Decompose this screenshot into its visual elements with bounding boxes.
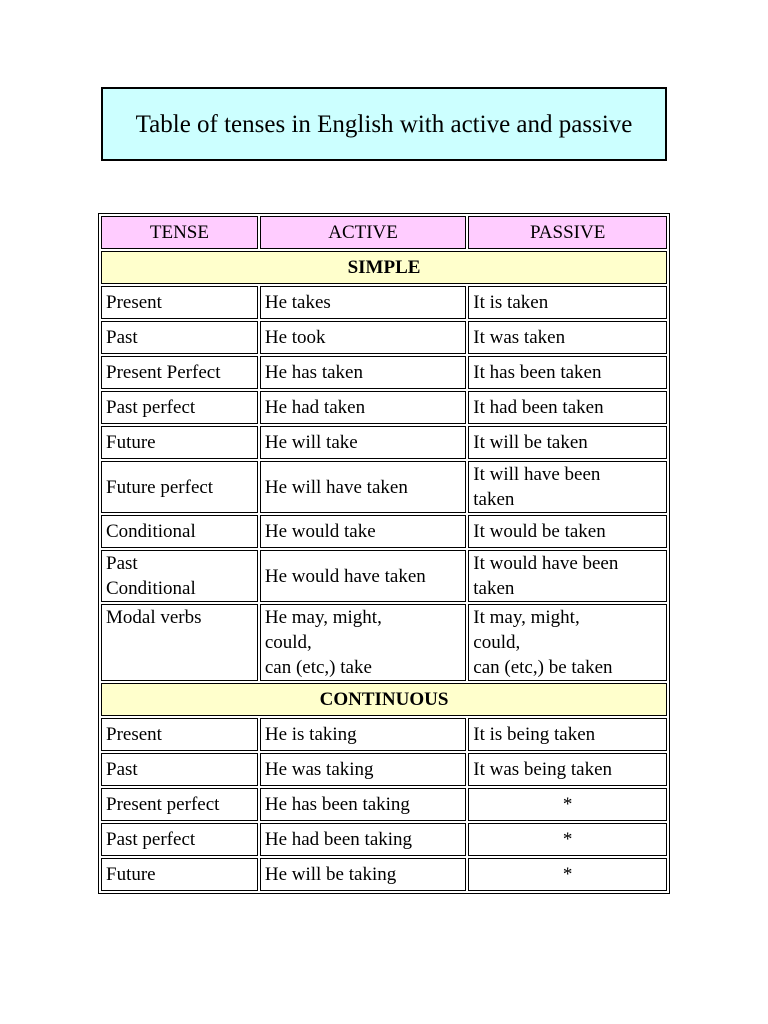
table-row (101, 286, 667, 319)
cell-text: It was taken (473, 327, 566, 348)
cell-text: It would be taken (473, 521, 606, 542)
cell-text: could, (473, 632, 521, 653)
cell-tense (101, 858, 258, 891)
section-label: CONTINUOUS (101, 683, 667, 716)
cell-passive (468, 461, 667, 513)
cell-passive (468, 718, 667, 751)
cell-tense (101, 461, 258, 513)
cell-text: Present (106, 292, 162, 313)
header-active: ACTIVE (260, 216, 466, 249)
cell-text: It was being taken (473, 759, 613, 780)
cell-tense (101, 426, 258, 459)
cell-active (260, 286, 466, 319)
cell-text: It is taken (473, 292, 549, 313)
cell-active (260, 788, 466, 821)
cell-text: Present Perfect (106, 362, 221, 383)
cell-tense (101, 550, 258, 602)
tenses-table-body (101, 216, 667, 891)
cell-passive (468, 391, 667, 424)
cell-active (260, 550, 466, 602)
cell-text: can (etc,) take (264, 657, 372, 678)
cell-active (260, 753, 466, 786)
cell-text: He took (264, 327, 326, 348)
cell-text: Present (106, 724, 162, 745)
cell-text: Future (106, 432, 156, 453)
cell-tense (101, 718, 258, 751)
cell-text: Past (106, 327, 138, 348)
cell-active (260, 391, 466, 424)
cell-text: He had taken (264, 397, 366, 418)
cell-text: He will have taken (264, 476, 408, 498)
cell-passive (468, 550, 667, 602)
cell-tense (101, 753, 258, 786)
cell-tense (101, 604, 258, 681)
cell-tense (101, 515, 258, 548)
table-row (101, 515, 667, 548)
cell-tense (101, 286, 258, 319)
cell-text: It will have been (473, 464, 601, 485)
cell-text: Future perfect (106, 476, 214, 498)
cell-text: Past perfect (106, 397, 196, 418)
table-row (101, 426, 667, 459)
cell-text: * (562, 829, 573, 850)
cell-text: He will take (264, 432, 358, 453)
cell-text: Present perfect (106, 794, 220, 815)
cell-passive (468, 753, 667, 786)
cell-text: Conditional (106, 521, 196, 542)
cell-text: It has been taken (473, 362, 602, 383)
cell-text: Past perfect (106, 829, 196, 850)
section-label: SIMPLE (101, 251, 667, 284)
table-row (101, 461, 667, 513)
cell-active (260, 515, 466, 548)
cell-text: Past (106, 759, 138, 780)
cell-active (260, 823, 466, 856)
cell-passive (468, 788, 667, 821)
cell-text: It may, might, (473, 607, 580, 628)
cell-text: He would have taken (264, 565, 426, 587)
cell-text: taken (473, 489, 515, 510)
cell-text: He would take (264, 521, 376, 542)
cell-text: Conditional (106, 578, 196, 599)
table-row (101, 604, 667, 681)
cell-passive (468, 286, 667, 319)
cell-active (260, 461, 466, 513)
cell-text: It would have been (473, 553, 619, 574)
table-row (101, 718, 667, 751)
table-header-row (101, 216, 667, 249)
cell-text: He takes (264, 292, 331, 313)
cell-text: Future (106, 864, 156, 885)
tenses-table (98, 213, 670, 894)
cell-passive (468, 356, 667, 389)
cell-tense (101, 321, 258, 354)
cell-text: Modal verbs (106, 607, 202, 628)
cell-passive (468, 321, 667, 354)
cell-text: He will be taking (264, 864, 397, 885)
section-row-simple (101, 251, 667, 284)
table-row (101, 788, 667, 821)
cell-active (260, 604, 466, 681)
page-title: Table of tenses in English with active and passive (135, 110, 633, 138)
cell-text: can (etc,) be taken (473, 657, 613, 678)
cell-text: It had been taken (473, 397, 604, 418)
cell-passive (468, 604, 667, 681)
cell-active (260, 718, 466, 751)
cell-tense (101, 391, 258, 424)
cell-text: He has taken (264, 362, 363, 383)
title-box (101, 87, 667, 161)
cell-tense (101, 823, 258, 856)
table-row (101, 550, 667, 602)
cell-text: * (562, 864, 573, 885)
cell-text: He is taking (264, 724, 357, 745)
cell-tense (101, 356, 258, 389)
table-row (101, 823, 667, 856)
cell-active (260, 356, 466, 389)
cell-text: It will be taken (473, 432, 588, 453)
table-row (101, 858, 667, 891)
cell-text: Past (106, 553, 138, 574)
cell-passive (468, 515, 667, 548)
cell-text: * (562, 794, 573, 815)
header-passive: PASSIVE (468, 216, 667, 249)
cell-active (260, 426, 466, 459)
cell-text: He may, might, (264, 607, 382, 628)
cell-active (260, 858, 466, 891)
cell-active (260, 321, 466, 354)
cell-text: He was taking (264, 759, 374, 780)
cell-text: could, (264, 632, 312, 653)
header-tense: TENSE (101, 216, 258, 249)
cell-text: He has been taking (264, 794, 410, 815)
cell-passive (468, 426, 667, 459)
table-row (101, 321, 667, 354)
cell-text: taken (473, 578, 515, 599)
cell-passive (468, 823, 667, 856)
section-row-continuous (101, 683, 667, 716)
cell-text: He had been taking (264, 829, 413, 850)
table-row (101, 753, 667, 786)
cell-text: It is being taken (473, 724, 596, 745)
cell-passive (468, 858, 667, 891)
table-row (101, 391, 667, 424)
cell-tense (101, 788, 258, 821)
table-row (101, 356, 667, 389)
